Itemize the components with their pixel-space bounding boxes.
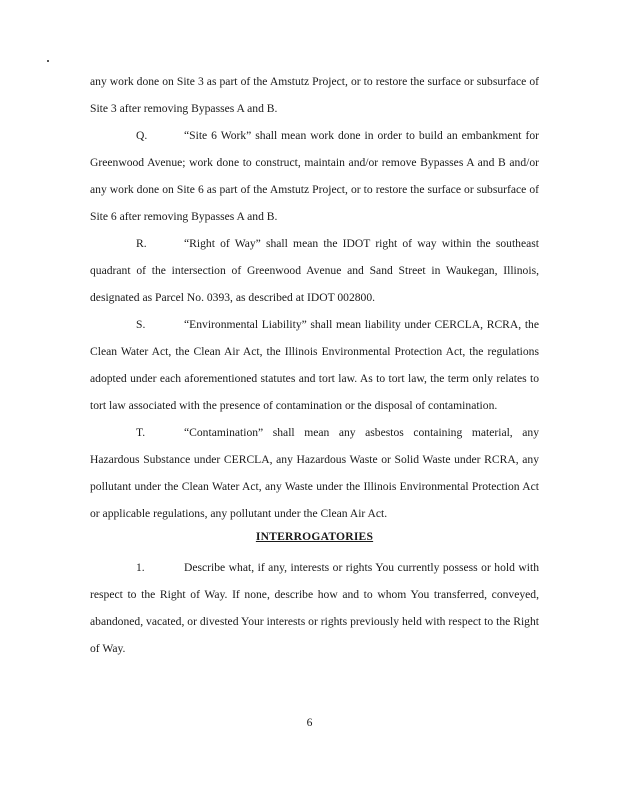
continuation-paragraph: any work done on Site 3 as part of the Amstutz Project, or to restore the surface or subsurface of Site 3 after removing Bypasses A and B. — [90, 75, 539, 115]
definition-letter: T. — [136, 426, 146, 439]
scan-speck — [47, 60, 49, 62]
definition-s — [90, 311, 539, 419]
definition-text: “Right of Way” shall mean the IDOT right of way within the southeast quadrant of the intersection of Greenwood Avenue and Sand Street in Waukegan, Illinois, designated as Parcel No. 0393, as described at IDOT 002800. — [90, 237, 539, 304]
interrogatory-1 — [90, 554, 539, 662]
definition-letter: S. — [136, 318, 146, 331]
body-text-upper — [90, 68, 539, 527]
definition-text: “Site 6 Work” shall mean work done in order to build an embankment for Greenwood Avenue; work done to construct, maintain and/or remove Bypasses A and B and/or any work done on Site 6 as part of the Amstutz Project, or to restore the surface or subsurface of Site 6 after removing Bypasses A and B. — [90, 129, 539, 223]
page-number: 6 — [306, 716, 313, 729]
definition-letter: Q. — [136, 129, 148, 142]
definition-letter: R. — [136, 237, 147, 250]
definition-t — [90, 419, 539, 527]
definition-text: “Contamination” shall mean any asbestos containing material, any Hazardous Substance under CERCLA, any Hazardous Waste or Solid Waste under RCRA, any pollutant under the Clean Water Act, any Waste under the Illinois Environmental Protection Act or applicable regulations, any pollutant under the Clean Air Act. — [90, 426, 539, 520]
definition-text: “Environmental Liability” shall mean liability under CERCLA, RCRA, the Clean Water Act, the Clean Air Act, the Illinois Environmental Protection Act, the regulations adopted under each aforementioned statutes and tort law. As to tort law, the term only relates to tort law associated with the presence of contamination or the disposal of contamination. — [90, 318, 539, 412]
definition-r — [90, 230, 539, 311]
interrogatory-number: 1. — [136, 561, 145, 574]
interrogatories-heading: INTERROGATORIES — [255, 530, 374, 543]
definition-q — [90, 122, 539, 230]
body-text-lower — [90, 554, 539, 662]
interrogatory-text: Describe what, if any, interests or rights You currently possess or hold with respect to the Right of Way. If none, describe how and to whom You transferred, conveyed, abandoned, vacated, or divested Your interests or rights previously held with respect to the Right of Way. — [90, 561, 539, 655]
